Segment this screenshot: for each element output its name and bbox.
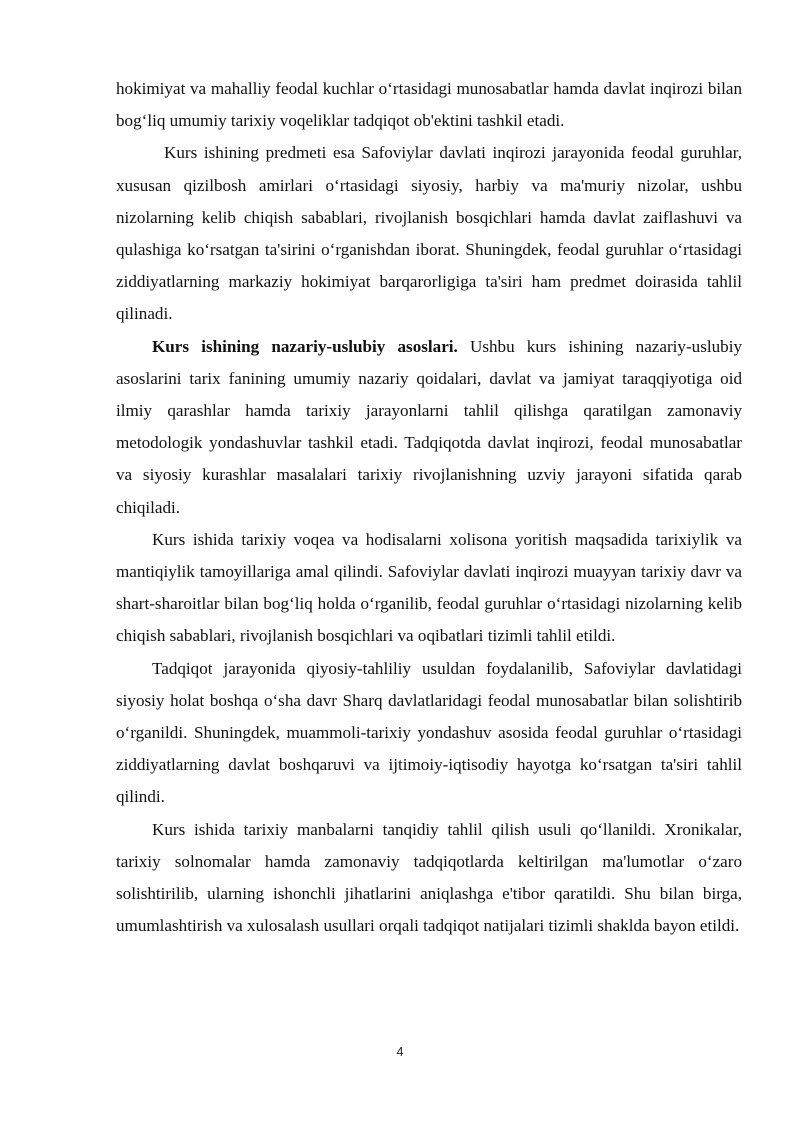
page-number: 4 [396, 1045, 404, 1059]
paragraph-methodology [116, 331, 742, 524]
paragraph-historicism: Kurs ishida tarixiy voqea va hodisalarni xolisona yoritish maqsadida tarixiylik va mantiqiylik tamoyillariga amal qilindi. Safoviylar davlati inqirozi muayyan tarixiy davr va shart-sharoitlar bilan bog‘liq holda o‘rganilib, feodal guruhlar o‘rtasidagi nizolarning kelib chiqish sabablari, rivojlanish bosqichlari va oqibatlari tizimli tahlil etildi. [116, 529, 742, 646]
paragraph-methodology-text: Ushbu kurs ishining nazariy-uslubiy asoslarini tarix fanining umumiy nazariy qoidalari, davlat va jamiyat taraqqiyotiga oid ilmiy qarashlar hamda tarixiy jarayonlarni tahlil qilishga qaratilgan zamonaviy metodologik yondashuvlar tashkil etadi. Tadqiqotda davlat inqirozi, feodal munosabatlar va siyosiy kurashlar masalalari tarixiy rivojlanishning uzviy jarayoni sifatida qarab chiqiladi. [116, 336, 742, 517]
section-heading: Kurs ishining nazariy-uslubiy asoslari. [152, 336, 458, 356]
paragraph-comparative: Tadqiqot jarayonida qiyosiy-tahliliy usuldan foydalanilib, Safoviylar davlatidagi siyosiy holat boshqa o‘sha davr Sharq davlatlaridagi feodal munosabatlar bilan solishtirib o‘rganildi. Shuningdek, muammoli-tarixiy yondashuv asosida feodal guruhlar o‘rtasidagi ziddiyatlarning davlat boshqaruvi va ijtimoiy-iqtisodiy hayotga ko‘rsatgan ta'siri tahlil qilindi. [116, 658, 742, 807]
paragraph-source-criticism: Kurs ishida tarixiy manbalarni tanqidiy tahlil qilish usuli qo‘llanildi. Xronikalar, tarixiy solnomalar hamda zamonaviy tadqiqotlarda keltirilgan ma'lumotlar o‘zaro solishtirilib, ularning ishonchli jihatlarini aniqlashga e'tibor qaratildi. Shu bilan birga, umumlashtirish va xulosalash usullari orqali tadqiqot natijalari tizimli shaklda bayon etildi. [116, 819, 742, 936]
paragraph-subject: Kurs ishining predmeti esa Safoviylar davlati inqirozi jarayonida feodal guruhlar, xususan qizilbosh amirlari o‘rtasidagi siyosiy, harbiy va ma'muriy nizolar, ushbu nizolarning kelib chiqish sabablari, rivojlanish bosqichlari hamda davlat zaiflashuvi va qulashiga ko‘rsatgan ta'sirini o‘rganishdan iborat. Shuningdek, feodal guruhlar o‘rtasidagi ziddiyatlarning markaziy hokimiyat barqarorligiga ta'siri ham predmet doirasida tahlil qilinadi. [116, 143, 742, 324]
document-body [116, 73, 742, 942]
paragraph-object: hokimiyat va mahalliy feodal kuchlar o‘rtasidagi munosabatlar hamda davlat inqirozi bilan bog‘liq umumiy tarixiy voqeliklar tadqiqot ob'ektini tashkil etadi. [116, 79, 742, 131]
